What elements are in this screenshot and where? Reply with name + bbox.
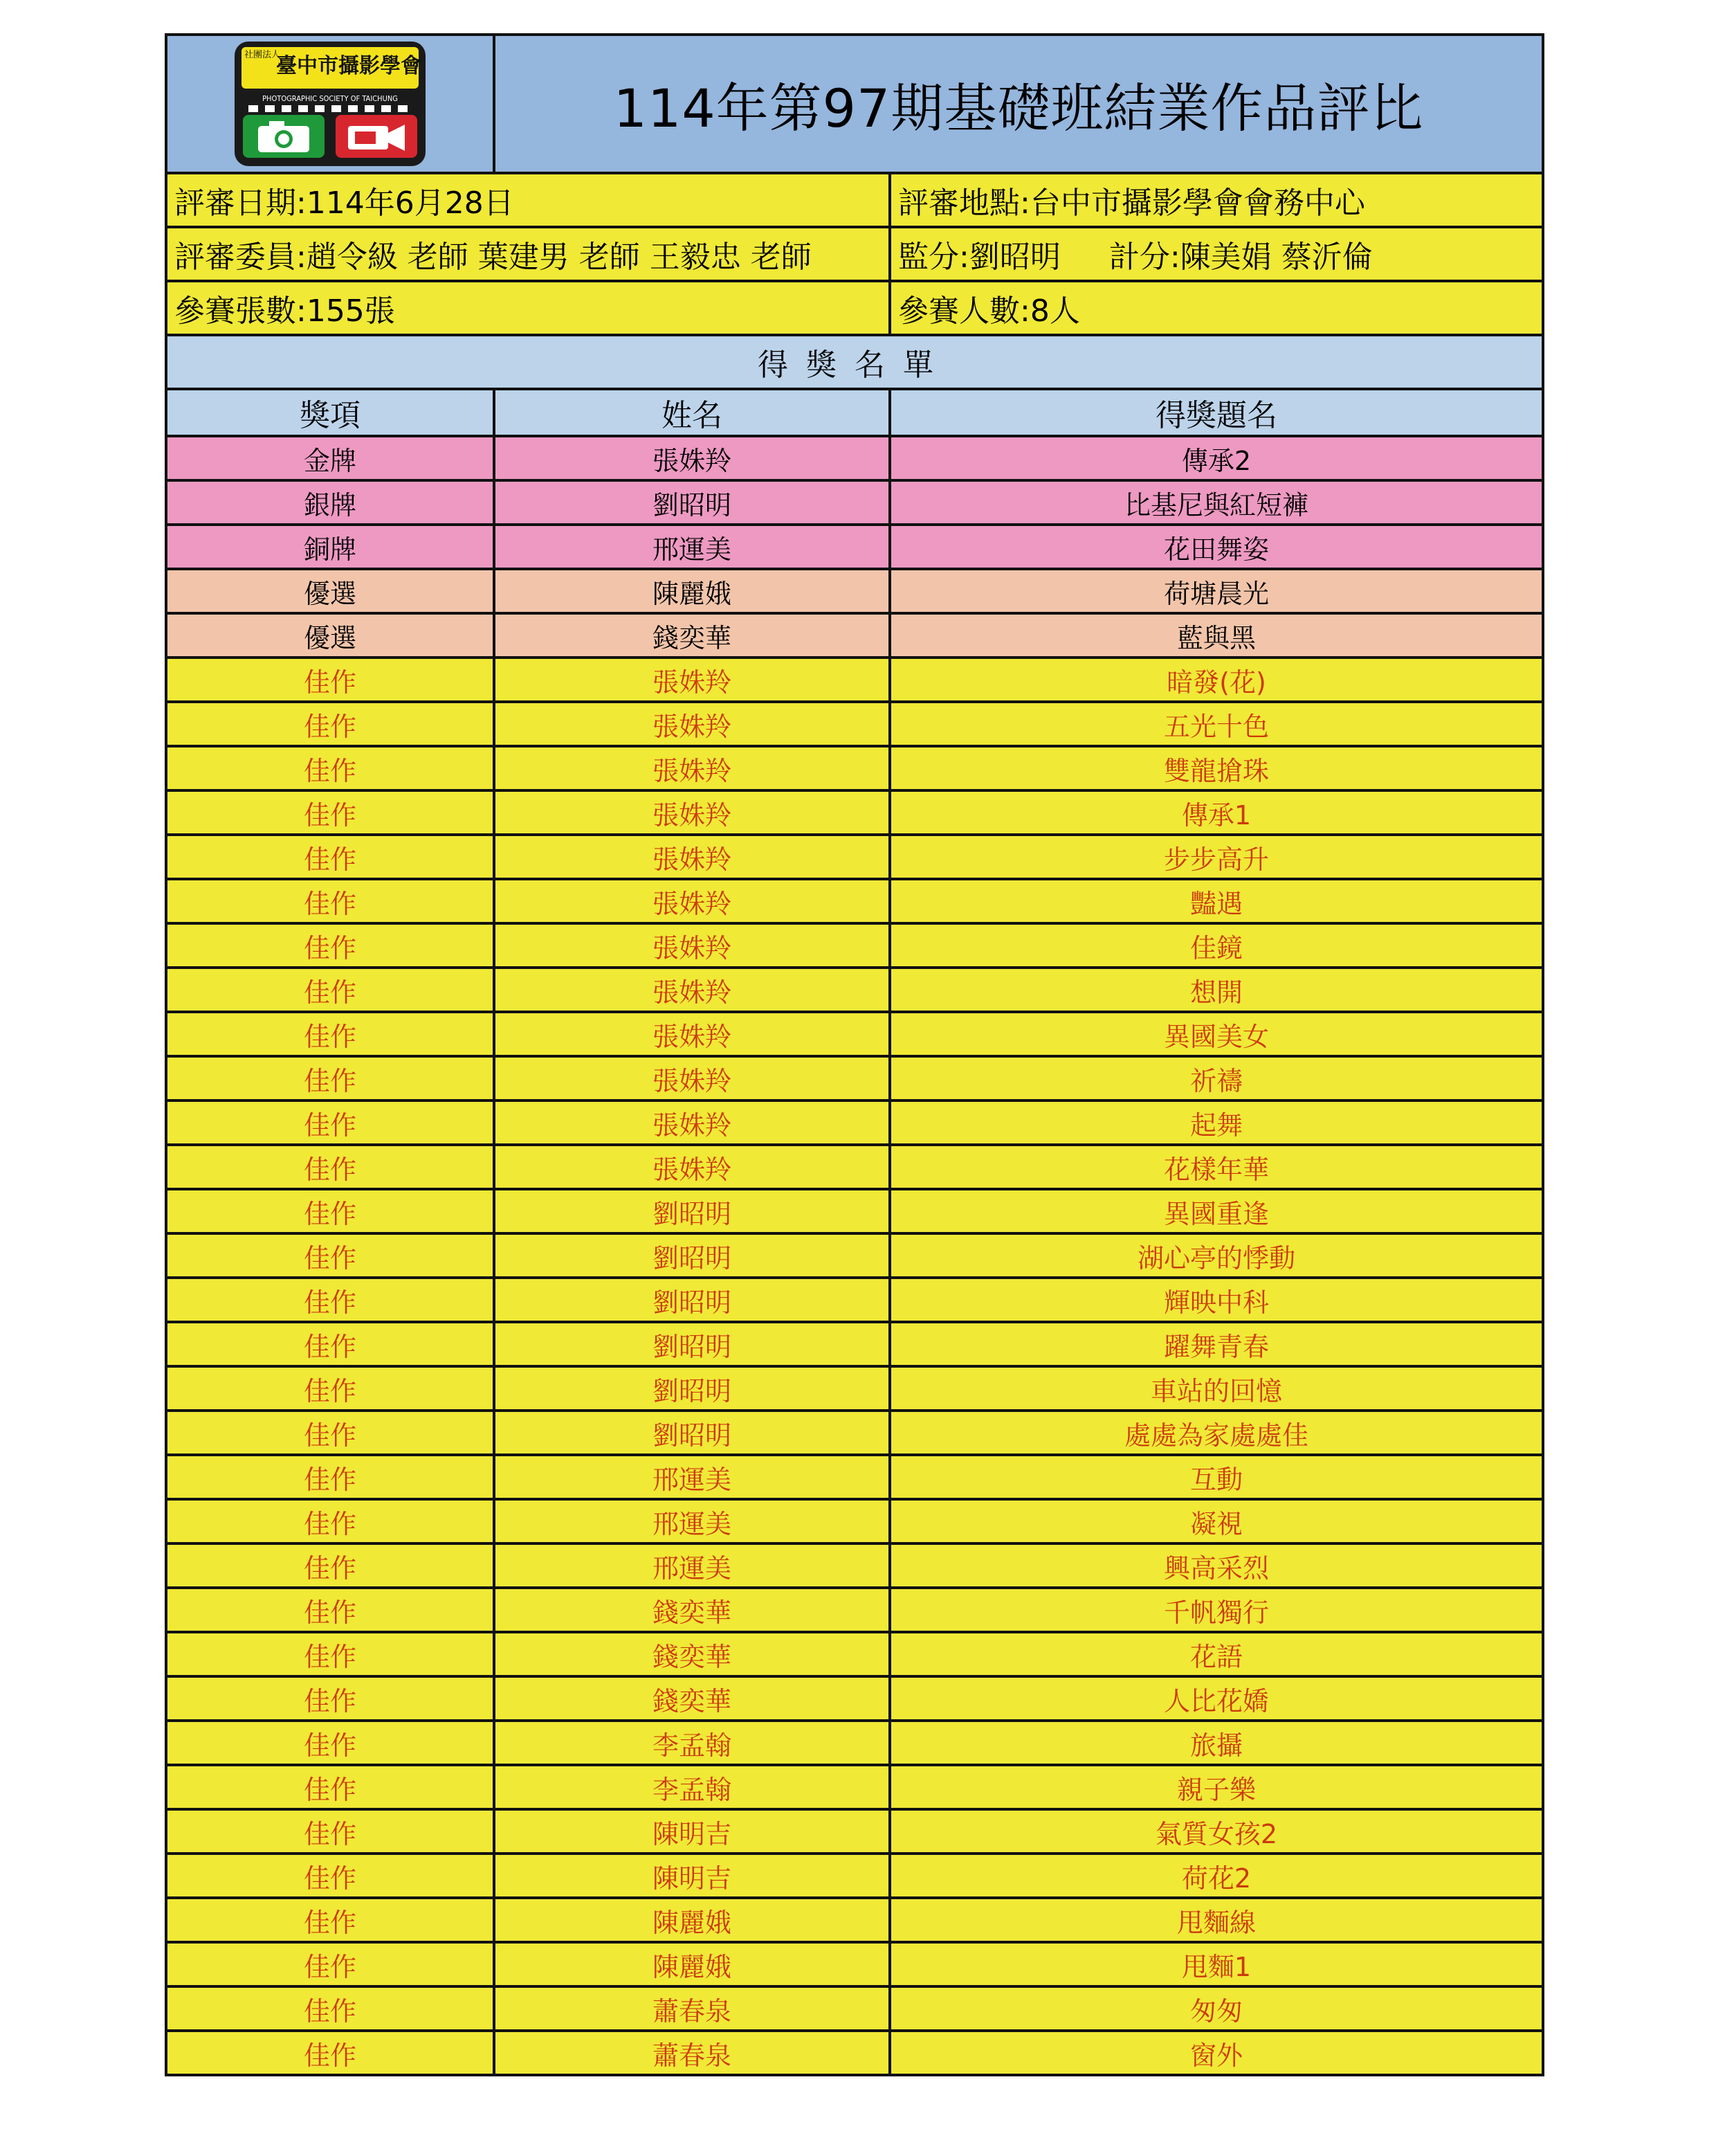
name-cell: 張姝羚 <box>494 1012 890 1056</box>
award-cell: 佳作 <box>166 1455 494 1499</box>
award-cell: 佳作 <box>166 879 494 923</box>
table-row <box>166 879 1543 923</box>
award-cell: 優選 <box>166 569 494 613</box>
work-title-cell: 花語 <box>890 1632 1543 1676</box>
logo-cell <box>166 35 494 173</box>
award-cell: 佳作 <box>166 1942 494 1986</box>
judging-date: 評審日期:114年6月28日 <box>166 173 890 227</box>
name-cell: 陳明吉 <box>494 1854 890 1898</box>
work-title-cell: 親子樂 <box>890 1765 1543 1809</box>
work-title-cell: 凝視 <box>890 1499 1543 1543</box>
name-cell: 張姝羚 <box>494 702 890 746</box>
name-cell: 張姝羚 <box>494 1145 890 1189</box>
table-row <box>166 1765 1543 1809</box>
award-cell: 佳作 <box>166 702 494 746</box>
work-title-cell: 人比花嬌 <box>890 1676 1543 1721</box>
work-title-cell: 湖心亭的悸動 <box>890 1233 1543 1278</box>
award-cell: 佳作 <box>166 1809 494 1854</box>
award-cell: 銅牌 <box>166 525 494 569</box>
table-row <box>166 968 1543 1012</box>
logo-english-name: PHOTOGRAPHIC SOCIETY OF TAICHUNG <box>262 94 398 103</box>
award-cell: 佳作 <box>166 1411 494 1455</box>
table-row <box>166 1543 1543 1588</box>
name-cell: 張姝羚 <box>494 1100 890 1145</box>
table-row <box>166 569 1543 613</box>
name-cell: 錢奕華 <box>494 1632 890 1676</box>
table-row <box>166 1588 1543 1632</box>
work-title-cell: 起舞 <box>890 1100 1543 1145</box>
photo-count: 參賽張數:155張 <box>166 281 890 335</box>
work-title-cell: 想開 <box>890 968 1543 1012</box>
table-row <box>166 1366 1543 1411</box>
award-cell: 佳作 <box>166 790 494 835</box>
table-row <box>166 1809 1543 1854</box>
award-cell: 佳作 <box>166 1100 494 1145</box>
table-row <box>166 2031 1543 2075</box>
name-cell: 張姝羚 <box>494 658 890 702</box>
name-cell: 劉昭明 <box>494 1366 890 1411</box>
work-title-cell: 傳承2 <box>890 436 1543 480</box>
logo-org-name: 臺中市攝影學會 <box>276 54 421 78</box>
work-title-cell: 藍與黑 <box>890 613 1543 658</box>
award-cell: 佳作 <box>166 1676 494 1721</box>
table-row <box>166 790 1543 835</box>
name-cell: 李孟翰 <box>494 1721 890 1765</box>
award-cell: 佳作 <box>166 1233 494 1278</box>
name-cell: 劉昭明 <box>494 1233 890 1278</box>
work-title-cell: 旅攝 <box>890 1721 1543 1765</box>
table-row <box>166 1100 1543 1145</box>
logo-prefix: 社團法人 <box>244 50 281 60</box>
award-cell: 優選 <box>166 613 494 658</box>
table-row <box>166 1278 1543 1322</box>
table-row <box>166 436 1543 480</box>
award-cell: 佳作 <box>166 1012 494 1056</box>
work-title-cell: 甩麵線 <box>890 1898 1543 1942</box>
table-row <box>166 1854 1543 1898</box>
table-row <box>166 923 1543 968</box>
people-count: 參賽人數:8人 <box>890 281 1543 335</box>
award-cell: 佳作 <box>166 1189 494 1233</box>
name-cell: 李孟翰 <box>494 1765 890 1809</box>
column-header-row <box>166 389 1543 436</box>
award-cell: 佳作 <box>166 746 494 790</box>
name-cell: 邢運美 <box>494 1499 890 1543</box>
table-row <box>166 1676 1543 1721</box>
table-row <box>166 1012 1543 1056</box>
info-row <box>166 173 1543 227</box>
table-row <box>166 746 1543 790</box>
name-cell: 邢運美 <box>494 525 890 569</box>
award-cell: 佳作 <box>166 1854 494 1898</box>
award-cell: 佳作 <box>166 1721 494 1765</box>
work-title-cell: 甩麵1 <box>890 1942 1543 1986</box>
table-row <box>166 613 1543 658</box>
name-cell: 錢奕華 <box>494 613 890 658</box>
work-title-cell: 花田舞姿 <box>890 525 1543 569</box>
info-row <box>166 281 1543 335</box>
table-row <box>166 1189 1543 1233</box>
work-title-cell: 祈禱 <box>890 1056 1543 1100</box>
name-cell: 張姝羚 <box>494 1056 890 1100</box>
work-title-cell: 荷花2 <box>890 1854 1543 1898</box>
work-title-cell: 窗外 <box>890 2031 1543 2075</box>
society-logo <box>235 42 426 166</box>
award-cell: 金牌 <box>166 436 494 480</box>
column-header-work: 得獎題名 <box>890 389 1543 436</box>
section-row <box>166 335 1543 389</box>
award-cell: 佳作 <box>166 1145 494 1189</box>
results-sheet <box>165 33 1542 2076</box>
table-row <box>166 1411 1543 1455</box>
name-cell: 邢運美 <box>494 1543 890 1588</box>
video-camera-icon <box>336 115 417 158</box>
name-cell: 劉昭明 <box>494 1322 890 1366</box>
table-row <box>166 1455 1543 1499</box>
work-title-cell: 異國重逢 <box>890 1189 1543 1233</box>
table-row <box>166 1145 1543 1189</box>
award-cell: 佳作 <box>166 1056 494 1100</box>
work-title-cell: 花樣年華 <box>890 1145 1543 1189</box>
column-header-name: 姓名 <box>494 389 890 436</box>
table-row <box>166 1322 1543 1366</box>
award-cell: 佳作 <box>166 2031 494 2075</box>
table-row <box>166 1499 1543 1543</box>
work-title-cell: 躍舞青春 <box>890 1322 1543 1366</box>
award-cell: 佳作 <box>166 1632 494 1676</box>
work-title-cell: 車站的回憶 <box>890 1366 1543 1411</box>
name-cell: 蕭春泉 <box>494 2031 890 2075</box>
header-row <box>166 35 1543 173</box>
work-title-cell: 傳承1 <box>890 790 1543 835</box>
name-cell: 陳麗娥 <box>494 1898 890 1942</box>
work-title-cell: 荷塘晨光 <box>890 569 1543 613</box>
results-table <box>165 33 1544 2076</box>
table-row <box>166 835 1543 879</box>
page-title: 114年第97期基礎班結業作品評比 <box>494 35 1543 173</box>
name-cell: 張姝羚 <box>494 879 890 923</box>
work-title-cell: 匆匆 <box>890 1986 1543 2031</box>
table-row <box>166 1056 1543 1100</box>
table-row <box>166 1632 1543 1676</box>
name-cell: 張姝羚 <box>494 835 890 879</box>
table-row <box>166 1721 1543 1765</box>
award-cell: 佳作 <box>166 1588 494 1632</box>
table-row <box>166 480 1543 525</box>
scorers: 計分:陳美娟 蔡沂倫 <box>1108 239 1373 275</box>
film-strip-icon <box>248 105 412 112</box>
name-cell: 錢奕華 <box>494 1676 890 1721</box>
award-cell: 佳作 <box>166 1322 494 1366</box>
award-cell: 佳作 <box>166 1366 494 1411</box>
name-cell: 劉昭明 <box>494 1189 890 1233</box>
name-cell: 張姝羚 <box>494 746 890 790</box>
work-title-cell: 步步高升 <box>890 835 1543 879</box>
table-row <box>166 702 1543 746</box>
name-cell: 張姝羚 <box>494 923 890 968</box>
judging-location: 評審地點:台中市攝影學會會務中心 <box>890 173 1543 227</box>
table-row <box>166 525 1543 569</box>
table-row <box>166 658 1543 702</box>
scoring-staff <box>890 227 1543 281</box>
table-row <box>166 1233 1543 1278</box>
supervisor: 監分:劉昭明 <box>898 239 1061 275</box>
work-title-cell: 雙龍搶珠 <box>890 746 1543 790</box>
name-cell: 陳麗娥 <box>494 569 890 613</box>
name-cell: 陳明吉 <box>494 1809 890 1854</box>
name-cell: 錢奕華 <box>494 1588 890 1632</box>
work-title-cell: 氣質女孩2 <box>890 1809 1543 1854</box>
work-title-cell: 千帆獨行 <box>890 1588 1543 1632</box>
table-row <box>166 1942 1543 1986</box>
work-title-cell: 暗發(花) <box>890 658 1543 702</box>
judges: 評審委員:趙令級 老師 葉建男 老師 王毅忠 老師 <box>166 227 890 281</box>
section-title: 得獎名單 <box>166 335 1543 389</box>
name-cell: 邢運美 <box>494 1455 890 1499</box>
work-title-cell: 互動 <box>890 1455 1543 1499</box>
award-cell: 佳作 <box>166 968 494 1012</box>
award-cell: 銀牌 <box>166 480 494 525</box>
name-cell: 蕭春泉 <box>494 1986 890 2031</box>
name-cell: 劉昭明 <box>494 1411 890 1455</box>
work-title-cell: 興高采烈 <box>890 1543 1543 1588</box>
info-row <box>166 227 1543 281</box>
camera-icon <box>243 115 325 158</box>
work-title-cell: 異國美女 <box>890 1012 1543 1056</box>
name-cell: 劉昭明 <box>494 480 890 525</box>
award-cell: 佳作 <box>166 835 494 879</box>
award-cell: 佳作 <box>166 1898 494 1942</box>
award-cell: 佳作 <box>166 1278 494 1322</box>
name-cell: 劉昭明 <box>494 1278 890 1322</box>
name-cell: 陳麗娥 <box>494 1942 890 1986</box>
award-cell: 佳作 <box>166 1986 494 2031</box>
table-row <box>166 1898 1543 1942</box>
work-title-cell: 豔遇 <box>890 879 1543 923</box>
award-cell: 佳作 <box>166 658 494 702</box>
award-cell: 佳作 <box>166 1499 494 1543</box>
work-title-cell: 處處為家處處佳 <box>890 1411 1543 1455</box>
award-cell: 佳作 <box>166 1765 494 1809</box>
work-title-cell: 輝映中科 <box>890 1278 1543 1322</box>
award-cell: 佳作 <box>166 923 494 968</box>
name-cell: 張姝羚 <box>494 790 890 835</box>
table-row <box>166 1986 1543 2031</box>
work-title-cell: 五光十色 <box>890 702 1543 746</box>
award-cell: 佳作 <box>166 1543 494 1588</box>
name-cell: 張姝羚 <box>494 436 890 480</box>
column-header-award: 獎項 <box>166 389 494 436</box>
work-title-cell: 佳鏡 <box>890 923 1543 968</box>
work-title-cell: 比基尼與紅短褲 <box>890 480 1543 525</box>
name-cell: 張姝羚 <box>494 968 890 1012</box>
